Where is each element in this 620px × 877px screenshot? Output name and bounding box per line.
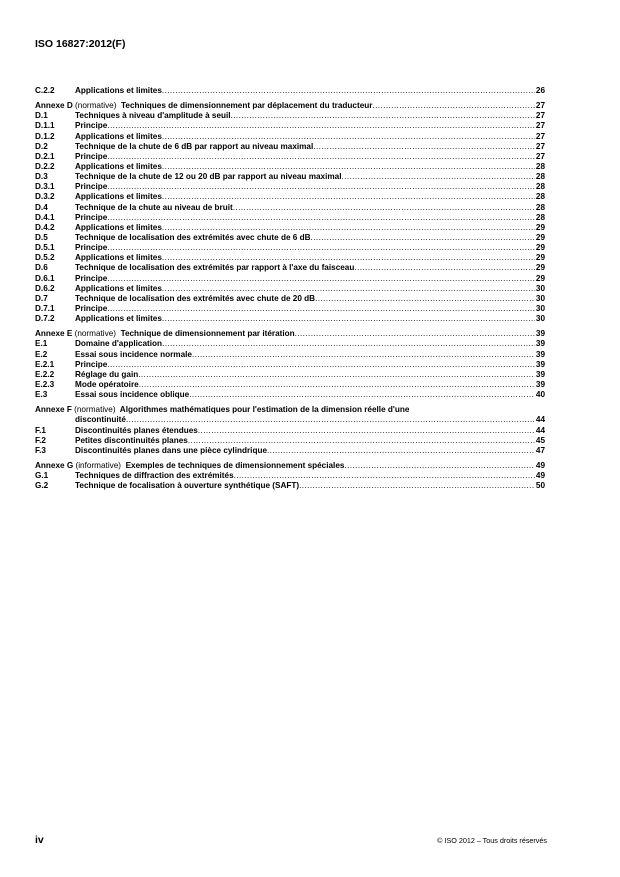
toc-entry-page: 49 [535, 460, 545, 470]
copyright-notice: © ISO 2012 – Tous droits réservés [437, 836, 547, 845]
toc-entry[interactable] [35, 446, 545, 456]
toc-entry-page: 29 [535, 273, 545, 283]
toc-entry-number: D.6 [35, 263, 48, 273]
toc-entry-number: D.3 [35, 172, 48, 182]
toc-entry-page: 28 [535, 212, 545, 222]
toc-entry-page: 50 [535, 481, 545, 491]
toc-entry[interactable] [35, 243, 545, 253]
toc-entry-title: Applications et limites [75, 161, 162, 171]
toc-entry-number: E.2 [35, 349, 48, 359]
toc-entry-page: 30 [535, 293, 545, 303]
toc-entry[interactable] [35, 263, 545, 273]
toc-entry-number: D.2.2 [35, 161, 55, 171]
dot-leader [234, 471, 535, 481]
annex-f-line-2 [35, 415, 545, 425]
toc-entry-page: 28 [535, 192, 545, 202]
annex-kind: (informative) [75, 460, 122, 470]
dot-leader [231, 111, 535, 121]
toc-entry-title: Réglage du gain [75, 369, 139, 379]
toc-entry[interactable] [35, 339, 545, 349]
toc-entry[interactable] [35, 233, 545, 243]
toc-entry-title: Principe [75, 121, 108, 131]
toc-entry[interactable] [35, 223, 545, 233]
dot-leader [295, 329, 535, 339]
toc-entry-number: D.3.2 [35, 192, 55, 202]
dot-leader [107, 121, 535, 131]
toc-entry-page: 40 [535, 390, 545, 400]
toc-entry[interactable] [35, 213, 545, 223]
toc-entry-number: D.1 [35, 111, 48, 121]
page-number: iv [35, 834, 44, 846]
toc-entry[interactable] [35, 192, 545, 202]
dot-leader [162, 284, 535, 294]
toc-entry-page: 39 [535, 349, 545, 359]
toc-entry-page: 39 [535, 379, 545, 389]
annex-label: Annexe F [35, 405, 72, 415]
toc-entry-title: Applications et limites [75, 253, 162, 263]
toc-entry[interactable] [35, 471, 545, 481]
toc-entry-number: D.1.1 [35, 121, 55, 131]
dot-leader [189, 390, 535, 400]
annex-label: Annexe D [35, 101, 73, 111]
annex-title: Algorithmes mathématiques pour l'estimation de la dimension réelle d'une [119, 405, 410, 415]
toc-entry-page: 44 [535, 415, 545, 425]
toc-entry[interactable] [35, 182, 545, 192]
dot-leader [107, 182, 535, 192]
dot-leader [341, 172, 534, 182]
toc-entry-number: D.2.1 [35, 151, 55, 161]
annex-kind: (normative) [74, 329, 116, 339]
dot-leader [139, 380, 535, 390]
toc-annex-e[interactable] [35, 329, 545, 339]
toc-entry-title: Applications et limites [75, 86, 162, 95]
toc-entry-page: 39 [535, 369, 545, 379]
toc-entry[interactable] [35, 203, 545, 213]
toc-entry[interactable] [35, 380, 545, 390]
toc-entry-page: 47 [535, 445, 545, 455]
toc-entry-number: F.2 [35, 435, 46, 445]
toc-entry[interactable] [35, 132, 545, 142]
dot-leader [313, 142, 535, 152]
toc-entry-page: 45 [535, 435, 545, 445]
toc-entry-title: Principe [75, 273, 108, 283]
toc-entry-number: E.1 [35, 339, 48, 349]
dot-leader [267, 446, 535, 456]
dot-leader [107, 360, 535, 370]
toc-entry-number: D.7 [35, 293, 48, 303]
dot-leader [192, 350, 535, 360]
toc-entry-number: D.6.1 [35, 273, 55, 283]
toc-annex-d[interactable] [35, 101, 545, 111]
dot-leader [162, 223, 535, 233]
toc-entry-title: Technique de focalisation à ouverture synthétique (SAFT) [75, 481, 300, 491]
toc-entry-title: Essai sous incidence normale [75, 349, 192, 359]
toc-entry-number: D.2 [35, 141, 48, 151]
toc-entry[interactable] [35, 253, 545, 263]
dot-leader [107, 152, 535, 162]
dot-leader [107, 274, 535, 284]
toc-entry[interactable] [35, 360, 545, 370]
toc-entry-page: 44 [535, 425, 545, 435]
toc-entry-title: Technique de localisation des extrémités par rapport à l'axe du faisceau [75, 263, 355, 273]
dot-leader [162, 162, 535, 172]
dot-leader [315, 294, 535, 304]
toc-entry-page: 39 [535, 359, 545, 369]
toc-entry[interactable] [35, 350, 545, 360]
annex-label: Annexe G [35, 460, 74, 470]
toc-annex-g[interactable] [35, 461, 545, 471]
toc-entry[interactable] [35, 152, 545, 162]
toc-entry-title: Technique de la chute de 6 dB par rapport au niveau maximal [75, 141, 314, 151]
toc-entry-page: 29 [535, 263, 545, 273]
toc-entry-page: 26 [535, 86, 545, 95]
toc-entry-number: G.2 [35, 481, 49, 491]
dot-leader [344, 461, 534, 471]
toc-entry-number: E.2.3 [35, 379, 55, 389]
toc-entry-number: D.5 [35, 232, 48, 242]
toc-entry-number: D.7.2 [35, 314, 55, 324]
toc-entry-page: 27 [535, 111, 545, 121]
toc-entry-number: C.2.2 [35, 86, 55, 95]
toc-entry[interactable] [35, 111, 545, 121]
toc-entry-page: 27 [535, 151, 545, 161]
annex-title: Technique de dimensionnement par itération [120, 329, 295, 339]
toc-entry[interactable] [35, 436, 545, 446]
toc-entry-title: Petites discontinuités planes [75, 435, 188, 445]
toc-entry-page: 28 [535, 182, 545, 192]
toc-entry-page: 29 [535, 243, 545, 253]
toc-entry-number: G.1 [35, 471, 49, 481]
table-of-contents [35, 86, 545, 491]
toc-entry-title: Principe [75, 303, 108, 313]
toc-entry[interactable] [35, 162, 545, 172]
annex-title: Exemples de techniques de dimensionnement spéciales [125, 460, 345, 470]
toc-entry-number: F.3 [35, 445, 46, 455]
dot-leader [233, 203, 535, 213]
toc-entry-page: 27 [535, 121, 545, 131]
annex-e-entries [35, 339, 545, 400]
toc-entry-page: 27 [535, 131, 545, 141]
toc-entry-title: Techniques de diffraction des extrémités [75, 471, 234, 481]
toc-entry[interactable] [35, 284, 545, 294]
toc-entry[interactable] [35, 294, 545, 304]
toc-annex-f[interactable] [35, 405, 545, 425]
toc-entry-number: E.2.2 [35, 369, 55, 379]
toc-entry-number: F.1 [35, 425, 46, 435]
dot-leader [162, 132, 535, 142]
toc-entry-number: D.4 [35, 202, 48, 212]
toc-entry-title: Principe [75, 359, 108, 369]
toc-entry-number: D.4.1 [35, 212, 55, 222]
annex-kind: (normative) [75, 101, 117, 111]
annex-f-entries [35, 426, 545, 456]
dot-leader [162, 314, 535, 324]
dot-leader [188, 436, 535, 446]
toc-entry-page: 29 [535, 232, 545, 242]
dot-leader [107, 213, 535, 223]
toc-entry-page: 49 [535, 471, 545, 481]
toc-entry-title: Mode opératoire [75, 379, 139, 389]
dot-leader [198, 426, 535, 436]
toc-entry-title: Applications et limites [75, 192, 162, 202]
toc-entry-title: Principe [75, 151, 108, 161]
toc-entry-number: D.5.1 [35, 243, 55, 253]
toc-entry[interactable] [35, 142, 545, 152]
toc-entry-title: Essai sous incidence oblique [75, 390, 190, 400]
toc-entry-number: E.3 [35, 390, 48, 400]
toc-entry[interactable] [35, 314, 545, 324]
toc-entry[interactable] [35, 172, 545, 182]
toc-entry[interactable] [35, 426, 545, 436]
toc-entry-page: 28 [535, 161, 545, 171]
toc-entry-title: Discontinuités planes étendues [75, 425, 198, 435]
toc-entry-number: D.4.2 [35, 222, 55, 232]
toc-entry-page: 29 [535, 253, 545, 263]
toc-entry-title: Techniques à niveau d'amplitude à seuil [75, 111, 231, 121]
toc-entry-number: E.2.1 [35, 359, 55, 369]
toc-entry-title: Technique de la chute de 12 ou 20 dB par rapport au niveau maximal [75, 172, 342, 182]
toc-entry-number: D.3.1 [35, 182, 55, 192]
toc-entry-page: 28 [535, 202, 545, 212]
dot-leader [138, 370, 535, 380]
toc-entry-page: 39 [535, 339, 545, 349]
toc-entry-title: Applications et limites [75, 283, 162, 293]
toc-entry-title: Technique de la chute au niveau de bruit [75, 202, 233, 212]
annex-kind: (normative) [74, 405, 116, 415]
toc-entry-page: 39 [535, 329, 545, 339]
annex-title: Techniques de dimensionnement par déplacement du traducteur [121, 101, 373, 111]
toc-entry-page: 27 [535, 141, 545, 151]
toc-entry-page: 28 [535, 172, 545, 182]
toc-entry-number: D.6.2 [35, 283, 55, 293]
toc-entry-number: D.7.1 [35, 303, 55, 313]
toc-entry[interactable] [35, 390, 545, 400]
dot-leader [354, 263, 535, 273]
toc-entry-title: Principe [75, 212, 108, 222]
toc-entry-page: 30 [535, 283, 545, 293]
toc-entry-number: D.5.2 [35, 253, 55, 263]
toc-entry-page: 30 [535, 303, 545, 313]
toc-entry-title: Principe [75, 243, 108, 253]
toc-entry-title: Applications et limites [75, 222, 162, 232]
toc-entry-c-2-2[interactable] [35, 86, 545, 96]
toc-entry-title: Technique de localisation des extrémités avec chute de 20 dB [75, 293, 316, 303]
toc-entry-title: Discontinuités planes dans une pièce cylindrique [75, 445, 267, 455]
toc-entry-page: 30 [535, 314, 545, 324]
dot-leader [162, 253, 535, 263]
toc-entry[interactable] [35, 274, 545, 284]
toc-entry-number: D.1.2 [35, 131, 55, 141]
toc-entry-title: Technique de localisation des extrémités avec chute de 6 dB [75, 232, 311, 242]
toc-entry[interactable] [35, 304, 545, 314]
dot-leader [162, 86, 535, 96]
dot-leader [372, 101, 534, 111]
annex-title-continued: discontinuité [75, 415, 126, 425]
annex-d-entries [35, 111, 545, 324]
dot-leader [162, 339, 535, 349]
toc-entry-title: Principe [75, 182, 108, 192]
dot-leader [107, 304, 535, 314]
toc-entry-title: Domaine d'application [75, 339, 163, 349]
dot-leader [126, 415, 535, 425]
toc-entry-title: Applications et limites [75, 314, 162, 324]
toc-entry[interactable] [35, 370, 545, 380]
document-header: ISO 16827:2012(F) [35, 38, 126, 50]
toc-entry-title: Applications et limites [75, 131, 162, 141]
annex-f-line-1 [35, 405, 545, 415]
annex-label: Annexe E [35, 329, 73, 339]
dot-leader [299, 481, 535, 491]
annex-g-entries [35, 471, 545, 491]
dot-leader [107, 243, 535, 253]
toc-entry[interactable] [35, 481, 545, 491]
toc-entry-page: 27 [535, 101, 545, 111]
dot-leader [162, 192, 535, 202]
toc-entry-page: 29 [535, 222, 545, 232]
dot-leader [311, 233, 535, 243]
toc-entry[interactable] [35, 121, 545, 131]
